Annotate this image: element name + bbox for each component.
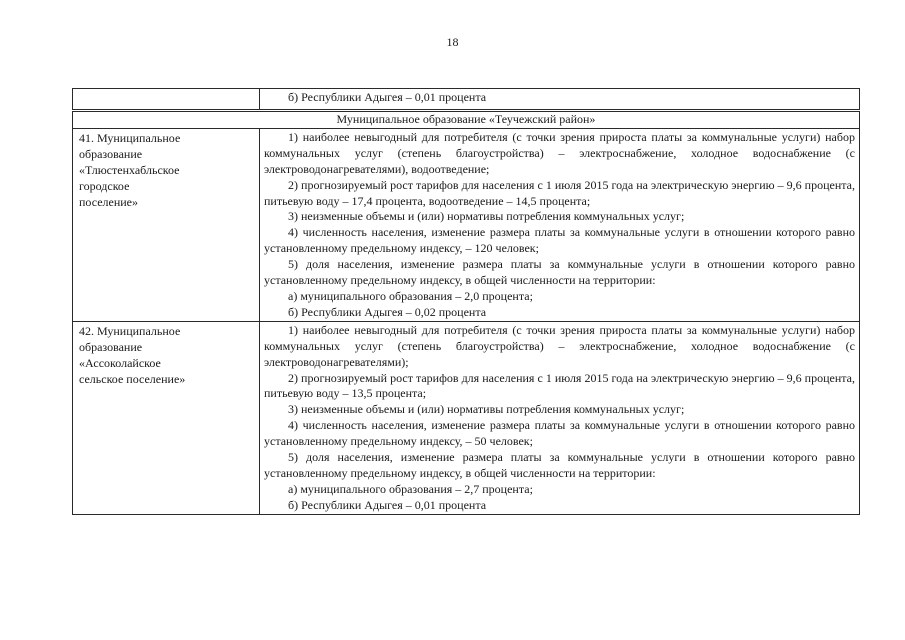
list-item: 4) численность населения, изменение размера платы за коммунальные услуги в отношении которого равно установленному предельному индексу, – 120 человек; xyxy=(264,225,855,256)
name-line: образование xyxy=(79,339,143,354)
content-cell xyxy=(260,321,860,514)
list-item: 2) прогнозируемый рост тарифов для населения с 1 июля 2015 года на электрическую энергию – 9,6 процента, питьевую воду – 13,5 процента; xyxy=(264,370,855,401)
list-item: а) муниципального образования – 2,0 процента; xyxy=(288,288,533,303)
list-item: 3) неизменные объемы и (или) нормативы потребления коммунальных услуг; xyxy=(288,209,685,224)
list-item: 1) наиболее невыгодный для потребителя (с точки зрения прироста платы за коммунальные услуги) набор коммунальных услуг (степень благоустройства) – электроснабжение, холодное водоснабжение (с электроводонагревателями); xyxy=(264,322,855,369)
list-item: б) Республики Адыгея – 0,02 процента xyxy=(288,304,487,319)
content-cell xyxy=(260,128,860,321)
name-line: «Тлюстенхабльское xyxy=(79,162,180,177)
name-cell xyxy=(73,128,260,321)
name-line: образование xyxy=(79,146,143,161)
name-line: 41. Муниципальное xyxy=(79,130,181,145)
list-item: а) муниципального образования – 2,7 процента; xyxy=(288,481,533,496)
name-line: поселение» xyxy=(79,194,139,209)
name-line: 42. Муниципальное xyxy=(79,323,181,338)
section-header: Муниципальное образование «Теучежский район» xyxy=(73,111,860,129)
page-number: 18 xyxy=(446,35,459,49)
list-item: 2) прогнозируемый рост тарифов для населения с 1 июля 2015 года на электрическую энергию – 9,6 процента, питьевую воду – 17,4 процента, водоотведение – 14,5 процента; xyxy=(264,177,855,208)
name-cell xyxy=(73,89,260,111)
list-item: 3) неизменные объемы и (или) нормативы потребления коммунальных услуг; xyxy=(288,402,685,417)
name-cell xyxy=(73,321,260,514)
list-item: б) Республики Адыгея – 0,01 процента xyxy=(288,90,487,104)
list-item: 5) доля населения, изменение размера платы за коммунальные услуги в отношении которого равно установленному предельному индексу, в общей численности на территории: xyxy=(264,450,855,480)
list-item: 4) численность населения, изменение размера платы за коммунальные услуги в отношении которого равно установленному предельному индексу, – 50 человек; xyxy=(264,418,855,449)
name-line: городское xyxy=(79,178,130,193)
table-row xyxy=(73,321,860,514)
section-header-row xyxy=(73,111,860,129)
tariff-table xyxy=(72,88,860,515)
content-cell xyxy=(260,89,860,111)
table-row xyxy=(73,128,860,321)
list-item: б) Республики Адыгея – 0,01 процента xyxy=(288,497,487,512)
list-item: 1) наиболее невыгодный для потребителя (с точки зрения прироста платы за коммунальные услуги) набор коммунальных услуг (степень благоустройства) – электроснабжение, холодное водоснабжение (с электроводонагревателями), водоотведение; xyxy=(264,129,855,176)
list-item: 5) доля населения, изменение размера платы за коммунальные услуги в отношении которого равно установленному предельному индексу, в общей численности на территории: xyxy=(264,257,855,288)
name-line: сельское поселение» xyxy=(79,371,186,386)
table-row xyxy=(73,89,860,111)
name-line: «Ассоколайское xyxy=(79,355,161,370)
